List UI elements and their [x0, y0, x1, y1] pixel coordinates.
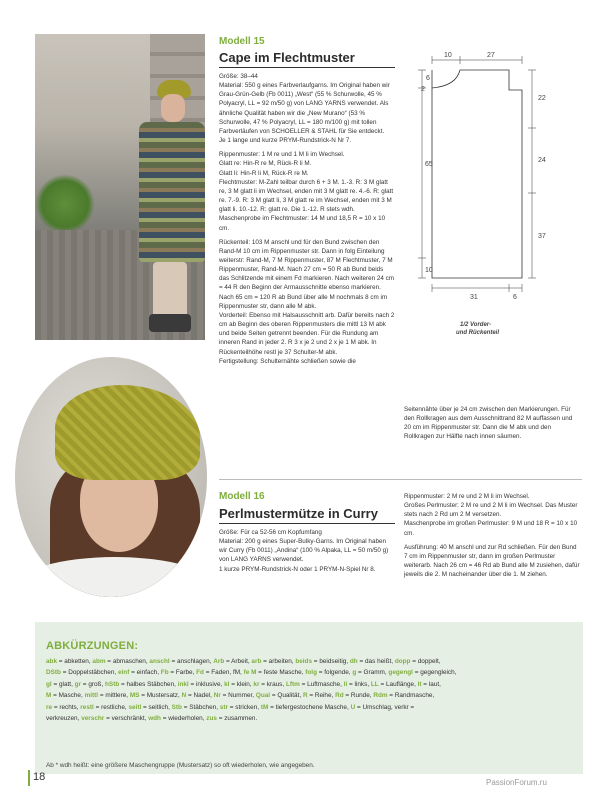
model16-label: Modell 16 — [219, 491, 265, 502]
dim-label: 2 — [421, 86, 425, 93]
photo-shoulder — [15, 557, 207, 597]
model16-title: Perlmustermütze in Curry — [219, 506, 378, 521]
photo-cape-model — [35, 34, 205, 340]
model16-body-col1 — [219, 528, 395, 574]
model15-material: Material: 550 g eines Farbverlaufgarns. Im Original haben wir Grau-Grün-Gelb (Fb 0011) „West“ (55 % Schurwolle, 45 % Polyacryl, LL = 92 m/50 g) von LANG YARNS verwendet. Als ähnliche Qualität haben wir die „New Murano“ (53 % Schurwolle, 47 % Polyacryl, LL = 180 m/100 g) mit tollen Farbverläufen von SCHOELLER & STAHL für Sie entdeckt. — [219, 82, 390, 135]
model15-title: Cape im Flechtmuster — [219, 50, 355, 65]
model15-title-rule — [219, 67, 395, 68]
dim-label: 24 — [538, 157, 546, 164]
photo-tree — [35, 174, 95, 234]
model15-needles: Je 1 lange und kurze PRYM-Rundstrick-N Nr 7. — [219, 137, 352, 145]
model15-finishing: Fertigstellung: Schulternähte schließen sowie die — [219, 357, 356, 365]
model16-body-col2 — [404, 492, 580, 579]
dim-label: 27 — [487, 52, 495, 59]
model16-gauge: Maschenprobe im großen Perlmuster: 9 M und 18 R = 10 x 10 cm. — [404, 520, 578, 537]
model15-body-col1 — [219, 72, 395, 366]
watermark: PassionForum.ru — [486, 778, 547, 787]
abbreviations-line: M = Masche, mittl = mittlere, MS = Mustersatz, N = Nadel, Nr = Nummer, Qual = Qualität, R = Reihe, Rd = Runde, Rdm = Randmasche, — [46, 692, 435, 700]
abbreviations-line: verkreuzen, verschr = verschränkt, wdh = wiederholen, zus = zusammen. — [46, 715, 258, 723]
model15-back: Rückenteil: 103 M anschl und für den Bund zwischen den Rand-M 10 cm im Rippenmuster str. Dann in folg Einteilung weiterstr: Rand-M, 7 M Rippenmuster, 87 M Flechtmuster, 7 M Rippenmuster, Rand-M. Nach 27 cm = 50 R ab Bund beids das Schlitzende mit einem Fd markieren. Nach weiteren 24 cm = 44 R den Beginn der Armausschnitte ebenso markieren. Nach 65 cm = 120 R ab Bund über alle M nochmals 8 cm im Rippenmuster str, dann alle M abk. — [219, 238, 394, 310]
photo-person — [127, 74, 203, 334]
model15-front: Vorderteil: Ebenso mit Halsausschnitt arb. Dafür bereits nach 2 cm ab Beginn des oberen Rippenmusters die mittl 13 M abk und beide Seiten getrennt beenden. Für die Rundung am inneren Rand in jeder 2. R 3 x je 2 und 2 x je 1 M abk. In Rückenteilhöhe restl je 37 Schulter-M abk. — [219, 311, 395, 356]
schematic-outline — [432, 70, 522, 278]
abbreviations-line: abk = abketten, abm = abmaschen, anschl = anschlagen, Arb = Arbeit, arb = arbeiten, beids = beidseitig, dh = das heißt, dopp = doppelt, — [46, 658, 441, 665]
dim-label: 6 — [426, 75, 430, 82]
abbreviations-line: DStb = Doppelstäbchen, einf = einfach, Fb = Farbe, Fd = Faden, fM, fe M = feste Masche, folg = folgende, g = Gramm, gegengl = gegengleich, — [46, 669, 457, 677]
photo-legs — [153, 262, 187, 322]
model16-seed-pattern: Großes Perlmuster: 2 M re und 2 M li im Wechsel. Das Muster stets nach 2 Rd um 2 M versetzen. — [404, 502, 578, 519]
model16-rib-pattern: Rippenmuster: 2 M re und 2 M li im Wechsel. — [404, 493, 530, 500]
page-number-bar — [28, 770, 30, 786]
dim-label: 6 — [513, 294, 517, 301]
photo-face — [161, 94, 185, 122]
model16-size: Größe: Für ca 52-56 cm Kopfumfang — [219, 529, 322, 536]
model15-rib-pattern: Rippenmuster: 1 M re und 1 M li im Wechsel. — [219, 151, 345, 159]
model16-title-rule — [219, 523, 395, 524]
diagram-caption-line1: 1/2 Vorder- — [460, 322, 492, 328]
dim-label: 10 — [425, 267, 433, 274]
page-number: 18 — [33, 771, 46, 783]
diagram-caption-line2: und Rückenteil — [456, 330, 500, 336]
abbreviations-title: ABKÜRZUNGEN: — [46, 640, 139, 652]
schematic-diagram — [412, 48, 582, 348]
model16-material: Material: 200 g eines Super-Bulky-Garns. Im Original haben wir Curry (Fb 0011) „Andina“ (100 % Alpaka, LL = 50 m/50 g) von LANG YARNS verwendet. — [219, 538, 389, 564]
dim-label: 31 — [470, 294, 478, 301]
dim-label: 37 — [538, 233, 546, 240]
section-divider — [219, 479, 582, 480]
photo-cape — [139, 122, 205, 262]
photo-boots — [149, 314, 191, 332]
model15-braid-pattern: Flechtmuster: M-Zahl teilbar durch 6 + 3 M. 1.-3. R: 3 M glatt re, 3 M glatt li im Wechsel, enden mit 3 M glatt re. 4.-6. R: glatt re. 7.-9. R: 3 M glatt li, 3 M glatt re im Wechsel, enden mit 3 M glatt li. 10.-12. R: glatt re. Die 1.-12. R stets wdh. — [219, 178, 394, 214]
model16-instructions: Ausführung: 40 M anschl und zur Rd schließen. Für den Bund 7 cm im Rippenmuster str, dann im großen Perlmuster weiterarb. Nach 26 cm = 46 Rd ab Bund alle M zusiehen, dafür jeweils die 2. M nacheinander über die 1. M ziehen. — [404, 543, 580, 579]
model15-reverse-stockinette: Glatt li: Hin-R li M, Rück-R re M. — [219, 169, 309, 177]
abbreviations-line: gl = glatt, gr = groß, hStb = halbes Stäbchen, inkl = inklusive, kl = klein, kr = kraus, Lftm = Luftmasche, li = links, LL = Lauflänge, lt = laut, — [46, 680, 441, 688]
photo-curry-hat — [55, 385, 200, 480]
abbreviations-line: re = rechts, restl = restliche, seitl = seitlich, Stb = Stäbchen, str = stricken, tM = tiefergestochene Masche, U = Umschlag, verkr = — [46, 703, 415, 711]
dim-label: 22 — [538, 95, 546, 102]
abbreviations-note: Ab * wdh heißt: eine größere Maschengruppe (Mustersatz) so oft wiederholen, wie angegeben. — [46, 762, 315, 769]
dim-label: 65 — [425, 161, 433, 168]
dim-label: 10 — [444, 52, 452, 59]
model16-needles: 1 kurze PRYM-Rundstrick-N oder 1 PRYM-N-Spiel Nr 8. — [219, 565, 376, 573]
model15-body-col2 — [404, 405, 580, 442]
photo-hat-model — [15, 357, 207, 597]
model15-finishing-cont: Seitennähte über je 24 cm zwischen den Markierungen. Für den Rollkragen aus dem Ausschnittrand 82 M auffassen und 20 cm im Rippenmuster str. Dann die M abk und den Rollkragen zur Hälfte nach innen säumen. — [404, 406, 573, 441]
abbreviations-text — [46, 656, 572, 724]
model15-gauge: Maschenprobe im Flechtmuster: 14 M und 18,5 R = 10 x 10 cm. — [219, 215, 386, 232]
model15-size: Größe: 38–44 — [219, 73, 258, 80]
model15-label: Modell 15 — [219, 36, 265, 47]
model15-stockinette: Glatt re: Hin-R re M, Rück-R li M. — [219, 160, 312, 168]
